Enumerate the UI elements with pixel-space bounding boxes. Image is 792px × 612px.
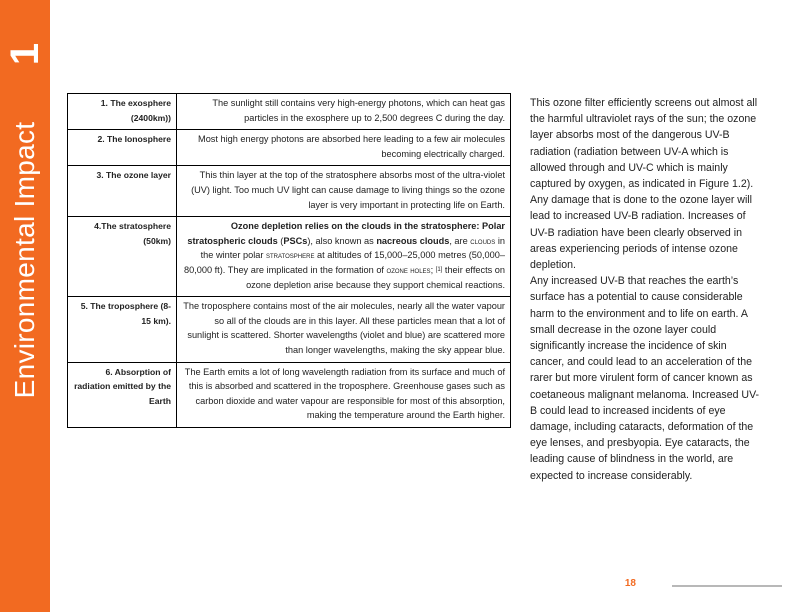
layer-description: This thin layer at the top of the stratosphere absorbs most of the ultra-violet (UV) light. Too much UV light can cause damage to living things so the ozone layer is very important in protecting life on Earth.	[177, 166, 511, 217]
atmosphere-layers-table	[67, 93, 511, 428]
layer-name: 1. The exosphere (2400km))	[68, 94, 177, 130]
layer-name: 6. Absorption of radiation emitted by the Earth	[68, 362, 177, 427]
layer-description: The sunlight still contains very high-energy photons, which can heat gas particles in the exosphere up to 2,500 degrees C during the day.	[177, 94, 511, 130]
layer-name: 3. The ozone layer	[68, 166, 177, 217]
desc-text: ), also known as	[307, 235, 377, 246]
chapter-sidebar	[0, 0, 50, 612]
desc-text: in the winter polar	[200, 235, 505, 261]
desc-text: , are	[449, 235, 471, 246]
desc-bold: nacreous clouds	[376, 235, 450, 246]
layer-description: Most high energy photons are absorbed here leading to a few air molecules becoming electrically charged.	[177, 130, 511, 166]
desc-text: ;	[430, 264, 436, 275]
layer-description: The Earth emits a lot of long wavelength radiation from its surface and much of this is absorbed and scattered in the troposphere. Greenhouse gases such as carbon dioxide and water vapour are responsible for most of this absorption, making the temperature around the Earth higher.	[177, 362, 511, 427]
desc-link: stratosphere	[266, 250, 315, 261]
body-paragraph: Any increased UV-B that reaches the earth’s surface has a potential to cause considerable harm to the environment and to life on earth. A small decrease in the ozone layer could significantly increase the incidence of skin cancer, and could lead to an acceleration of the rarer but more virulent form of cancer known as coetaneous malignant melanoma. Increased UV-B could lead to increased incidents of eye damage, including cataracts, deformation of the eye lenses, and presbyopia. Eye cataracts, the leading cause of blindness in the world, are expected to increase considerably.	[530, 275, 760, 482]
table-row	[68, 297, 511, 362]
footer-rule	[672, 585, 782, 587]
layer-description: The troposphere contains most of the air molecules, nearly all the water vapour so all of the clouds are in this layer. All these particles mean that a lot of sunlight is scattered. Shorter wavelengths (violet and blue) are scattered more than longer wavelengths, making the sky appear blue.	[177, 297, 511, 362]
reference-marker: [1]	[435, 266, 443, 273]
table-row	[68, 166, 511, 217]
desc-text: their effects on ozone depletion arise because they support chemical reactions.	[246, 264, 505, 290]
desc-text: at altitudes of 15,000–25,000 metres (50,000–80,000 ft). They are implicated in the formation of	[183, 250, 505, 275]
table-row	[68, 217, 511, 297]
layer-name: 5. The troposphere (8-15 km).	[68, 297, 177, 362]
chapter-title: Environmental Impact	[9, 121, 40, 399]
layer-name: 2. The Ionosphere	[68, 130, 177, 166]
desc-link: clouds	[470, 235, 496, 246]
table-row	[68, 362, 511, 427]
table-row	[68, 130, 511, 166]
table-row	[68, 94, 511, 130]
layer-description: Ozone depletion relies on the clouds in the stratosphere: Polar stratospheric clouds (PSCs), also known as nacreous clouds, are clouds in the winter polar stratosphere at altitudes of 15,000–25,000 metres (50,000–80,000 ft). They are implicated in the formation of ozone holes; [1] their effects on ozone depletion arise because they support chemical reactions.	[177, 217, 511, 297]
layer-name: 4.The stratosphere (50km)	[68, 217, 177, 297]
page-number: 18	[624, 578, 636, 589]
body-column	[530, 95, 760, 484]
desc-heading: Ozone depletion relies on the clouds in the stratosphere: Polar stratospheric clouds	[187, 221, 505, 246]
body-paragraph: This ozone filter efficiently screens out almost all the harmful ultraviolet rays of the sun; the ozone layer absorbs most of the dangerous UV-B radiation (radiation between UV-A which is allowed through and UV-C which is mainly captured by oxygen, as indicated in Figure 1.2). Any damage that is done to the ozone layer will lead to increased UV-B radiation. Increases of UV-B radiation have been clearly observed in areas experiencing periods of intense ozone depletion.	[530, 97, 758, 272]
chapter-number: 1	[3, 42, 47, 66]
desc-link: ozone holes	[386, 264, 431, 275]
desc-abbr: PSCs	[283, 235, 308, 246]
